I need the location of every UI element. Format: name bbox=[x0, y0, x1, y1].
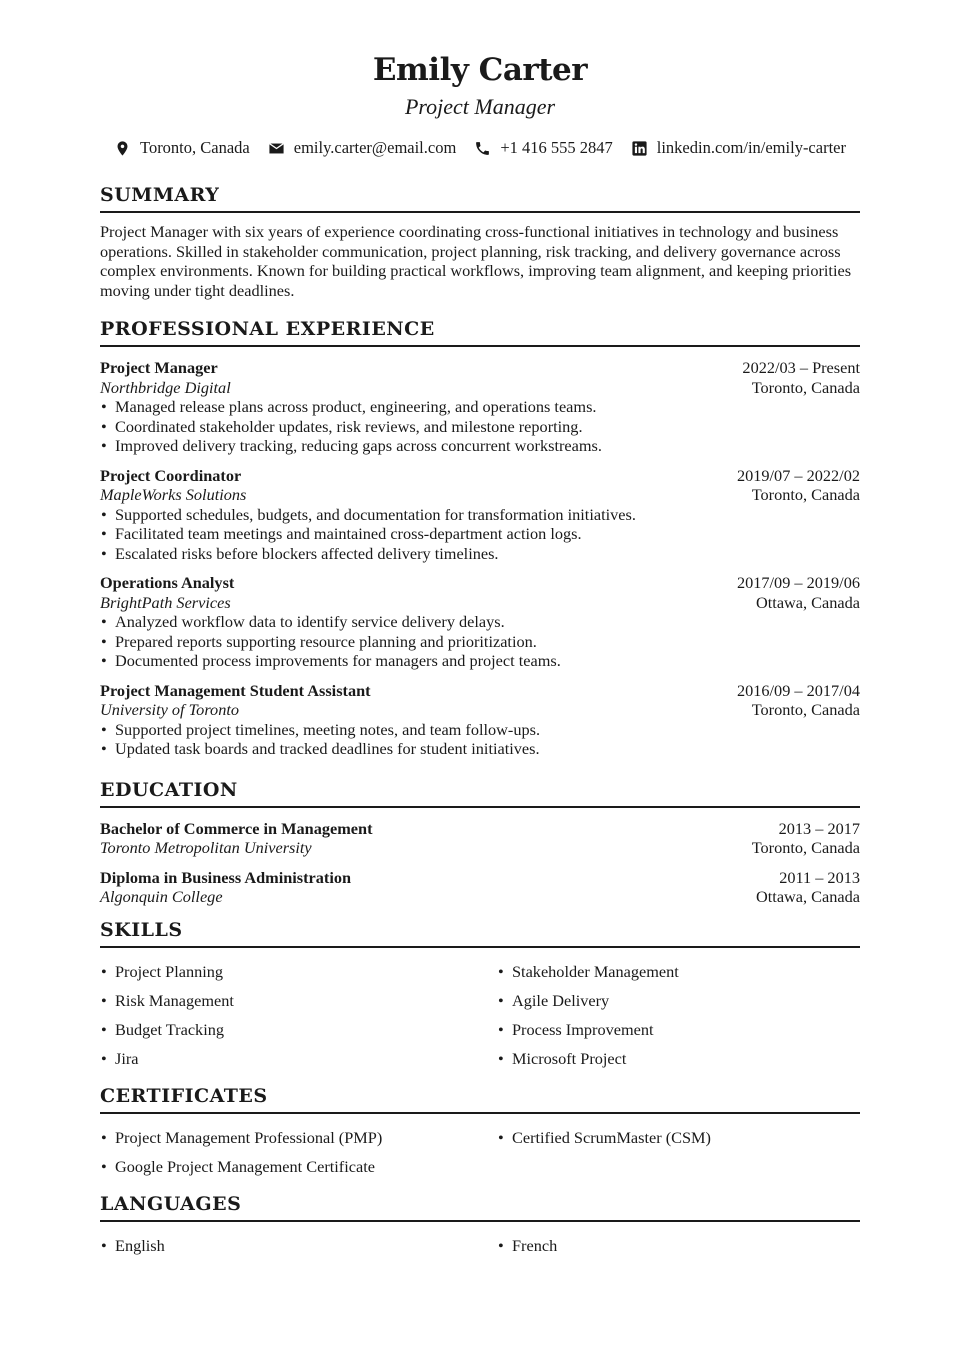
skill-item: • Jira bbox=[100, 1044, 497, 1073]
job-bullets bbox=[100, 612, 860, 671]
contact-linkedin-text[interactable]: linkedin.com/in/emily-carter bbox=[656, 138, 846, 157]
location-pin-icon bbox=[114, 140, 131, 157]
candidate-role: Project Manager bbox=[404, 94, 556, 119]
job-bullet: • Supported schedules, budgets, and documentation for transformation initiatives. bbox=[100, 505, 860, 525]
education-entry bbox=[100, 819, 860, 858]
contact-email[interactable] bbox=[268, 138, 457, 158]
job-title: Project Coordinator bbox=[100, 465, 242, 485]
languages-list bbox=[100, 1231, 860, 1260]
job-bullet: • Prepared reports supporting resource planning and prioritization. bbox=[100, 632, 860, 652]
skill-item: • Microsoft Project bbox=[497, 1044, 860, 1073]
experience-section bbox=[100, 316, 860, 759]
experience-entry bbox=[100, 573, 860, 671]
skill-item: • Agile Delivery bbox=[497, 986, 860, 1015]
envelope-icon bbox=[268, 140, 285, 157]
skill-item: • Stakeholder Management bbox=[497, 957, 860, 986]
job-location: Toronto, Canada bbox=[751, 377, 860, 397]
degree-name: Diploma in Business Administration bbox=[100, 867, 352, 887]
job-dates: 2017/09 – 2019/06 bbox=[736, 573, 860, 592]
contact-location-text: Toronto, Canada bbox=[140, 138, 250, 157]
certificates-list bbox=[100, 1123, 860, 1181]
job-title: Project Management Student Assistant bbox=[100, 680, 371, 700]
job-bullet: • Facilitated team meetings and maintained cross-department action logs. bbox=[100, 524, 860, 544]
certificates-section bbox=[100, 1083, 860, 1181]
job-dates: 2019/07 – 2022/02 bbox=[736, 465, 860, 485]
contact-phone-text[interactable]: +1 416 555 2847 bbox=[500, 138, 613, 157]
job-dates: 2016/09 – 2017/04 bbox=[736, 680, 860, 700]
degree-name: Bachelor of Commerce in Management bbox=[100, 818, 373, 838]
job-location: Ottawa, Canada bbox=[756, 592, 860, 612]
job-dates: 2022/03 – Present bbox=[742, 358, 860, 377]
education-location: Toronto, Canada bbox=[751, 838, 860, 857]
job-location: Toronto, Canada bbox=[751, 700, 860, 719]
contact-location bbox=[114, 138, 250, 158]
certificate-item: • Certified ScrumMaster (CSM) bbox=[497, 1123, 860, 1152]
contact-email-text[interactable]: emily.carter@email.com bbox=[293, 138, 457, 157]
phone-icon bbox=[474, 140, 491, 157]
skill-item: • Budget Tracking bbox=[100, 1015, 497, 1044]
section-title-experience: PROFESSIONAL EXPERIENCE bbox=[100, 316, 860, 347]
job-bullet: • Escalated risks before blockers affected delivery timelines. bbox=[100, 544, 860, 564]
experience-entry bbox=[100, 358, 860, 456]
section-title-summary: SUMMARY bbox=[100, 182, 860, 213]
education-dates: 2011 – 2013 bbox=[779, 867, 860, 887]
skill-item: • Process Improvement bbox=[497, 1015, 860, 1044]
skills-section bbox=[100, 917, 860, 1073]
contact-linkedin[interactable] bbox=[631, 138, 846, 158]
section-title-skills: SKILLS bbox=[100, 917, 860, 948]
job-title: Project Manager bbox=[100, 358, 218, 377]
language-item: • English bbox=[100, 1231, 497, 1260]
job-bullet: • Improved delivery tracking, reducing gaps across concurrent workstreams. bbox=[100, 436, 860, 456]
job-location: Toronto, Canada bbox=[751, 485, 860, 504]
candidate-name: Emily Carter bbox=[372, 52, 588, 88]
experience-entry bbox=[100, 466, 860, 564]
languages-section bbox=[100, 1191, 860, 1260]
education-entry bbox=[100, 868, 860, 907]
summary-section bbox=[100, 182, 860, 300]
language-item: • French bbox=[497, 1231, 860, 1260]
contact-bar bbox=[100, 136, 860, 160]
company-name: University of Toronto bbox=[100, 700, 240, 719]
job-bullet: • Managed release plans across product, engineering, and operations teams. bbox=[100, 397, 860, 417]
company-name: MapleWorks Solutions bbox=[100, 485, 247, 504]
job-bullet: • Coordinated stakeholder updates, risk reviews, and milestone reporting. bbox=[100, 417, 860, 437]
job-bullet: • Documented process improvements for managers and project teams. bbox=[100, 651, 860, 671]
experience-entry bbox=[100, 681, 860, 759]
company-name: Northbridge Digital bbox=[100, 377, 231, 397]
education-dates: 2013 – 2017 bbox=[778, 818, 860, 838]
education-location: Ottawa, Canada bbox=[756, 887, 860, 906]
linkedin-icon bbox=[631, 140, 648, 157]
section-title-certificates: CERTIFICATES bbox=[100, 1083, 860, 1114]
section-title-languages: LANGUAGES bbox=[100, 1191, 860, 1222]
education-section bbox=[100, 777, 860, 907]
certificate-item: • Project Management Professional (PMP) bbox=[100, 1123, 497, 1152]
job-bullet: • Analyzed workflow data to identify service delivery delays. bbox=[100, 612, 860, 632]
job-bullet: • Supported project timelines, meeting notes, and team follow-ups. bbox=[100, 720, 860, 740]
summary-text: Project Manager with six years of experience coordinating cross-functional initiatives in technology and business operations. Skilled in stakeholder communication, project planning, risk tracking, and delivery governance across complex environments. Known for building practical workflows, improving team alignment, and keeping priorities moving under tight deadlines. bbox=[100, 222, 852, 300]
skill-item: • Risk Management bbox=[100, 986, 497, 1015]
job-title: Operations Analyst bbox=[100, 573, 235, 592]
company-name: BrightPath Services bbox=[100, 592, 231, 612]
job-bullets bbox=[100, 397, 860, 456]
job-bullet: • Updated task boards and tracked deadlines for student initiatives. bbox=[100, 739, 860, 759]
school-name: Algonquin College bbox=[100, 887, 223, 906]
job-bullets bbox=[100, 505, 860, 564]
section-title-education: EDUCATION bbox=[100, 777, 860, 808]
skill-item: • Project Planning bbox=[100, 957, 497, 986]
school-name: Toronto Metropolitan University bbox=[100, 838, 312, 857]
skills-list bbox=[100, 957, 860, 1073]
certificate-item: • Google Project Management Certificate bbox=[100, 1152, 497, 1181]
contact-phone[interactable] bbox=[474, 138, 612, 158]
job-bullets bbox=[100, 720, 860, 759]
